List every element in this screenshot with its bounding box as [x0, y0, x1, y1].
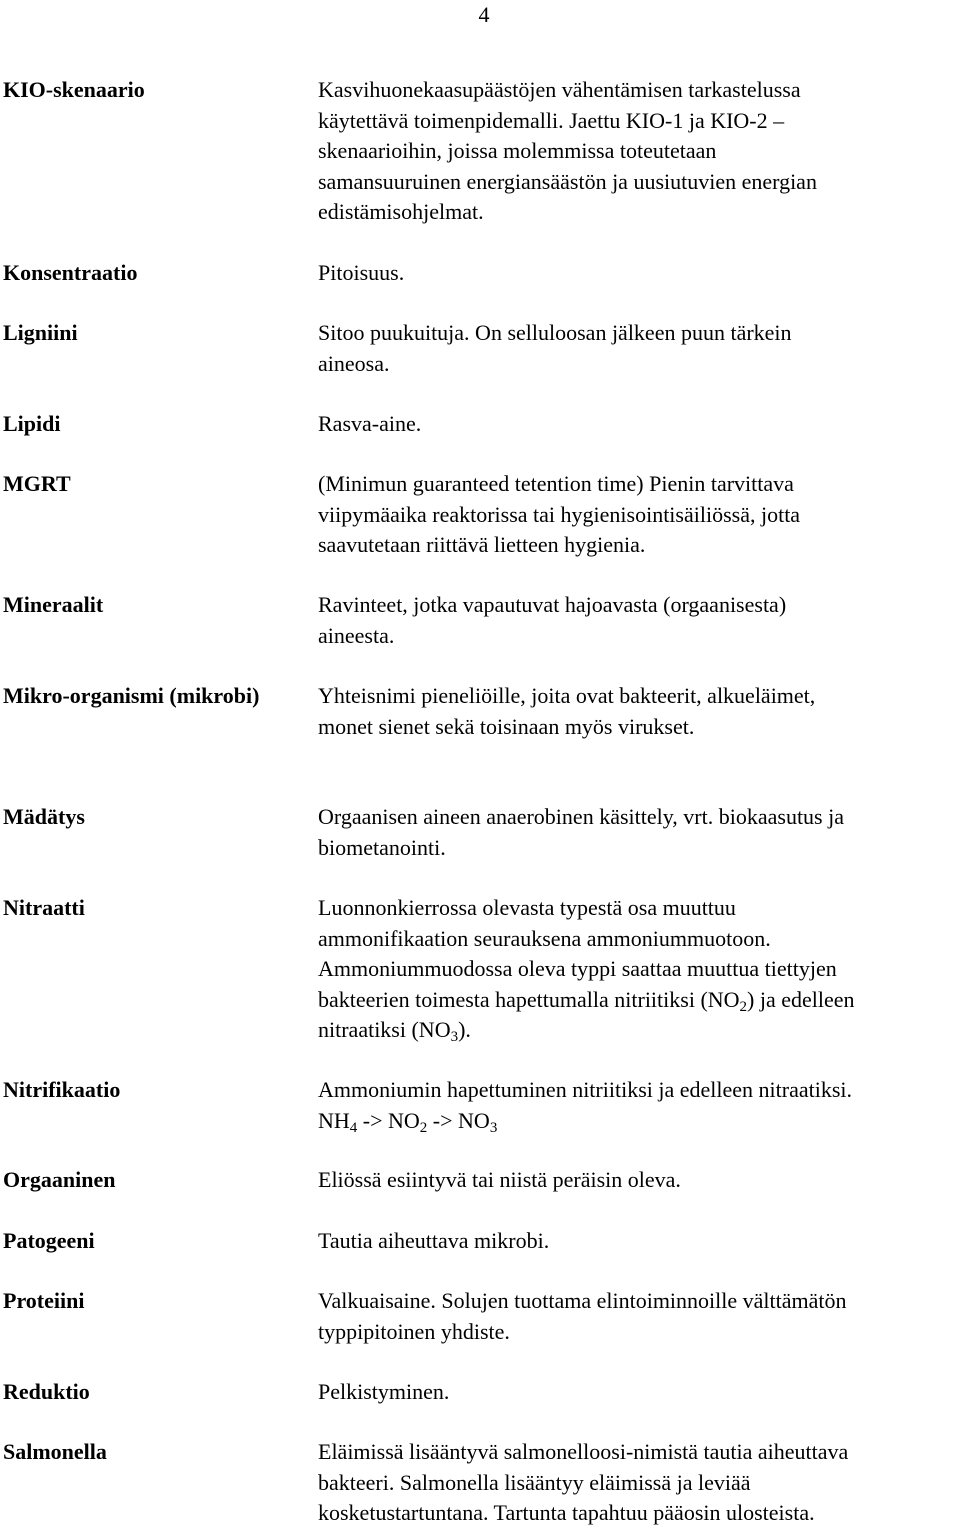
definition-line: käytettävä toimenpidemalli. Jaettu KIO-1 ja KIO-2 – [318, 107, 785, 133]
chemical-formula [318, 1106, 958, 1137]
definition [318, 681, 958, 742]
arrow: -> [357, 1107, 389, 1133]
term: Reduktio [3, 1379, 90, 1404]
term: Patogeeni [3, 1228, 95, 1253]
subscript: 3 [450, 1029, 459, 1045]
definition-line: samansuuruinen energiansäästön ja uusiutuvien energian [318, 168, 817, 194]
definition-line [318, 1015, 958, 1046]
subscript: 4 [349, 1119, 358, 1136]
definition-line: Tautia aiheuttava mikrobi. [318, 1228, 550, 1253]
definition-line: skenaarioihin, joissa molemmissa toteutetaan [318, 138, 717, 163]
definition [318, 409, 958, 440]
definition-line: Kasvihuonekaasupäästöjen vähentämisen tarkastelussa [318, 77, 801, 102]
definition [318, 1226, 958, 1257]
definition [318, 802, 958, 863]
term: Ligniini [3, 320, 78, 345]
term: Nitrifikaatio [3, 1077, 121, 1102]
subscript: 2 [419, 1119, 428, 1136]
definition-line: aineesta. [318, 622, 395, 648]
text: nitraatiksi (NO [318, 1017, 451, 1042]
term: KIO-skenaario [3, 77, 145, 102]
definition-line: Pitoisuus. [318, 260, 405, 285]
term: Mikro-organismi (mikrobi) [3, 683, 260, 708]
text: ). [458, 1017, 471, 1042]
page-number: 4 [478, 2, 490, 27]
text: NO [458, 1107, 490, 1133]
definition [318, 469, 958, 561]
definition-line: Luonnonkierrossa olevasta typestä osa muuttuu [318, 895, 736, 920]
definition [318, 1437, 958, 1529]
definition [318, 318, 958, 379]
definition [318, 1286, 958, 1347]
subscript: 2 [739, 998, 748, 1015]
text: bakteerien toimesta hapettumalla nitriitiksi (NO [318, 986, 740, 1012]
definition-line: ammonifikaation seurauksena ammoniummuotoon. [318, 925, 771, 951]
definition-line: monet sienet sekä toisinaan myös virukset. [318, 713, 695, 739]
term: Nitraatti [3, 895, 85, 920]
term: Mineraalit [3, 592, 104, 617]
definition-line: (Minimun guaranteed tetention time) Pienin tarvittava [318, 471, 794, 496]
definition [318, 590, 958, 651]
definition-line: Sitoo puukuituja. On selluloosan jälkeen puun tärkein [318, 320, 792, 345]
definition [318, 1075, 958, 1136]
definition-line: Ravinteet, jotka vapautuvat hajoavasta (orgaanisesta) [318, 592, 787, 617]
definition-line: viipymäaika reaktorissa tai hygienisointisäiliössä, jotta [318, 501, 801, 527]
definition-line: Eliössä esiintyvä tai niistä peräisin oleva. [318, 1167, 681, 1192]
definition-line: Eläimissä lisääntyvä salmonelloosi-nimistä tautia aiheuttava [318, 1439, 849, 1464]
definition-line: edistämisohjelmat. [318, 199, 484, 224]
text: NO [388, 1107, 420, 1133]
definition-line: saavutetaan riittävä lietteen hygienia. [318, 532, 646, 557]
definition [318, 1377, 958, 1408]
definition [318, 1165, 958, 1196]
term: Mädätys [3, 804, 85, 829]
definition-line: bakteeri. Salmonella lisääntyy eläimissä ja leviää [318, 1469, 751, 1495]
subscript: 3 [489, 1119, 498, 1136]
definition-line: Valkuaisaine. Solujen tuottama elintoiminnoille välttämätön [318, 1288, 847, 1313]
definition-line: biometanointi. [318, 834, 446, 860]
term: Konsentraatio [3, 260, 138, 285]
text: NH [318, 1107, 350, 1133]
definition-line: kosketustartuntana. Tartunta tapahtuu pääosin ulosteista. [318, 1500, 815, 1525]
term: Lipidi [3, 411, 61, 436]
definition-line: typpipitoinen yhdiste. [318, 1318, 510, 1344]
term: MGRT [3, 471, 71, 496]
definition-line: Ammoniummuodossa oleva typpi saattaa muuttua tiettyjen [318, 956, 837, 981]
definition-line: Orgaanisen aineen anaerobinen käsittely, vrt. biokaasutus ja [318, 804, 844, 829]
arrow: -> [427, 1107, 459, 1133]
term: Salmonella [3, 1439, 107, 1464]
term: Proteiini [3, 1288, 85, 1313]
definition [318, 893, 958, 1046]
definition-line: Pelkistyminen. [318, 1379, 450, 1404]
term: Orgaaninen [3, 1167, 116, 1192]
definition-line: aineosa. [318, 350, 390, 376]
definition [318, 258, 958, 289]
definition-line: Ammoniumin hapettuminen nitriitiksi ja edelleen nitraatiksi. [318, 1077, 853, 1102]
definition-line: Yhteisnimi pieneliöille, joita ovat bakteerit, alkueläimet, [318, 683, 816, 708]
definition-line: Rasva-aine. [318, 411, 422, 436]
text: ) ja edelleen [747, 986, 855, 1012]
definition [318, 75, 958, 228]
definition-line [318, 985, 958, 1016]
